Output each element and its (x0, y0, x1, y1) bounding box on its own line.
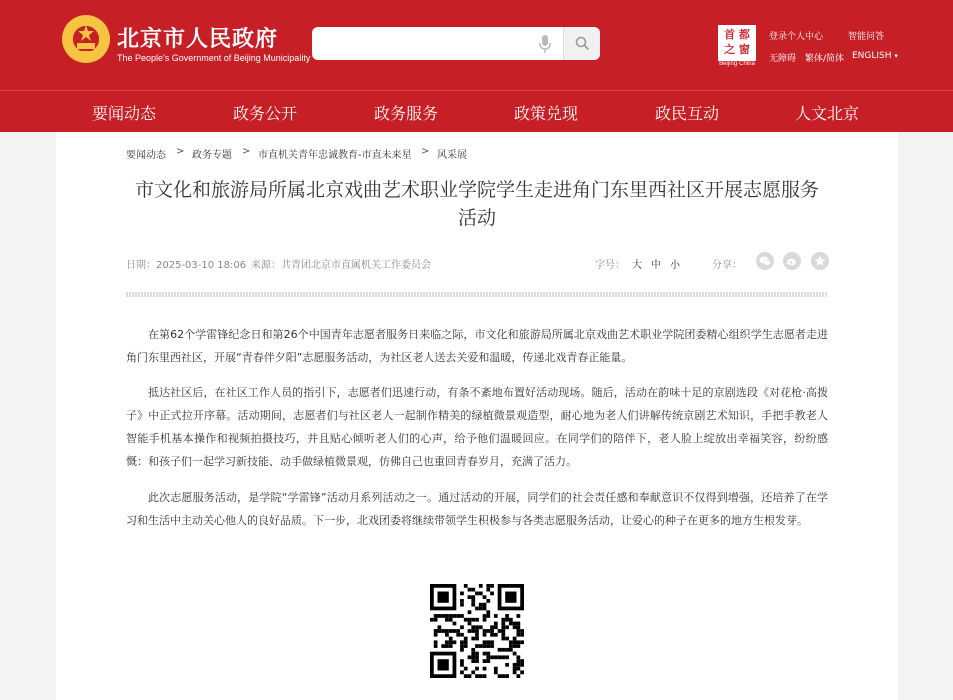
share-label: 分享： (712, 260, 742, 271)
wechat-share-icon[interactable] (756, 252, 774, 270)
site-title[interactable]: 北京市人民政府 (117, 27, 279, 52)
font-size-small[interactable]: 小 (670, 260, 680, 271)
breadcrumb-item-showcase[interactable]: 风采展 (437, 150, 467, 161)
microphone-icon[interactable] (538, 34, 552, 54)
capital-window-logo-sub: Beijing·China (719, 61, 755, 67)
breadcrumb-separator: > (242, 146, 251, 157)
qr-code-image (430, 584, 524, 678)
traditional-simplified-link[interactable]: 繁体/简体 (805, 54, 845, 64)
smart-qa-link[interactable]: 智能问答 (848, 32, 885, 42)
article-divider (126, 292, 828, 297)
article-date: 日期：2025-03-10 18:06 (126, 260, 247, 271)
nav-item-policy[interactable]: 政策兑现 (514, 104, 579, 123)
capital-window-logo-text: 首 都 之 窗 (724, 28, 750, 56)
site-subtitle: The People's Government of Beijing Municipality (117, 53, 311, 63)
chevron-down-icon: ▾ (894, 52, 898, 60)
breadcrumb-item-news[interactable]: 要闻动态 (126, 150, 166, 161)
favorite-share-icon[interactable] (811, 252, 829, 270)
nav-item-culture[interactable]: 人文北京 (795, 104, 860, 123)
article-title: 市文化和旅游局所属北京戏曲艺术职业学院学生走进角门东里西社区开展志愿服务活动 (134, 179, 819, 229)
weibo-share-icon[interactable] (783, 252, 801, 270)
search-icon (575, 36, 590, 51)
login-link[interactable]: 登录个人中心 (769, 32, 824, 42)
article-paragraph: 在第62个学雷锋纪念日和第26个中国青年志愿者服务日来临之际，市文化和旅游局所属北京戏曲艺术职业学院团委精心组织学生志愿者走进角门东里西社区，开展“青春伴夕阳”志愿服务活动，为社区老人送去关爱和温暖，传递北戏青春正能量。 (126, 328, 828, 364)
font-size-label: 字号： (595, 260, 625, 271)
nav-item-gov-affairs[interactable]: 政务公开 (233, 104, 298, 123)
accessibility-link[interactable]: 无障碍 (769, 54, 797, 64)
font-size-medium[interactable]: 中 (651, 260, 661, 271)
national-emblem-icon[interactable] (62, 15, 110, 63)
breadcrumb-separator: > (421, 146, 430, 157)
article-source: 来源：共青团北京市直属机关工作委员会 (251, 260, 431, 271)
nav-item-gov-services[interactable]: 政务服务 (374, 104, 439, 123)
search-input[interactable] (318, 31, 533, 56)
article-paragraph: 抵达社区后，在社区工作人员的指引下，志愿者们迅速行动，有条不紊地布置好活动现场。随后，活动在韵味十足的京剧选段《对花枪·高拨子》中正式拉开序幕。活动期间，志愿者们与社区老人一起制作精美的绿植微景观造型，耐心地为老人们讲解传统京剧艺术知识，手把手教老人智能手机基本操作和视频拍摄技巧，并且贴心倾听老人们的心声，给予他们温暖回应。在同学们的陪伴下，老人脸上绽放出幸福笑容，纷纷感慨：和孩子们一起学习新技能、动手做绿植微景观，仿佛自己也重回青春岁月，充满了活力。 (126, 386, 828, 468)
breadcrumb-item-topics[interactable]: 政务专题 (192, 150, 232, 161)
article-paragraph: 此次志愿服务活动，是学院“学雷锋”活动月系列活动之一。通过活动的开展，同学们的社会责任感和奉献意识不仅得到增强，还培养了在学习和生活中主动关心他人的良好品质。下一步，北戏团委将继续带领学生积极参与各类志愿服务活动，让爱心的种子在更多的地方生根发芽。 (126, 491, 828, 527)
nav-item-news[interactable]: 要闻动态 (92, 104, 157, 123)
nav-item-interaction[interactable]: 政民互动 (655, 104, 720, 123)
breadcrumb-separator: > (176, 146, 185, 157)
main-nav (0, 90, 953, 132)
english-link[interactable]: ENGLISH ▾ (852, 51, 898, 61)
search-box (312, 27, 600, 60)
search-button[interactable] (563, 27, 600, 60)
font-size-large[interactable]: 大 (632, 260, 642, 271)
breadcrumb-item-youth[interactable]: 市直机关青年忠诚教育-市直未来星 (258, 150, 412, 161)
